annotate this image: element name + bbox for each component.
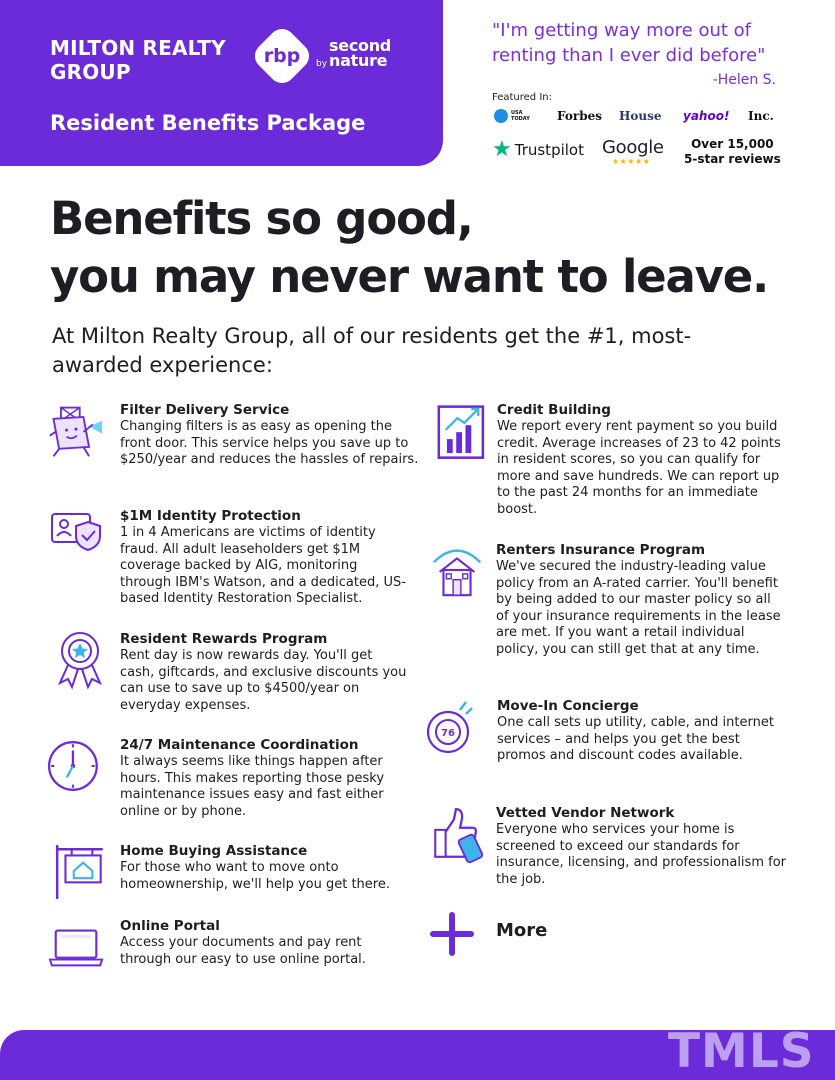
package-title: Resident Benefits Package — [50, 111, 366, 135]
google-label: Google — [602, 137, 664, 158]
clock-icon — [46, 737, 104, 795]
brand-name — [50, 36, 226, 84]
benefit-description: One call sets up utility, cable, and internet services – and helps you get the best promos and discount codes available. — [497, 715, 774, 763]
benefit-description: Everyone who services your home is screened to exceed our standards for insurance, licensing, and professionalism for the job. — [496, 822, 786, 887]
benefit-title: Credit Building — [497, 402, 611, 418]
tmls-watermark: TMLS — [668, 1024, 815, 1079]
testimonial-author: -Helen S. — [712, 72, 776, 88]
house-logo: House — [619, 109, 662, 123]
benefit-description: 1 in 4 Americans are victims of identity fraud. All adult leaseholders get $1M coverage backed by AIG, monitoring through IBM's Watson, and a dedicated, US-based Identity Restoration Specialist. — [120, 525, 406, 606]
google-logo — [602, 137, 664, 158]
house-sign-icon — [52, 843, 110, 901]
headline — [50, 190, 810, 306]
award-ribbon-icon — [52, 631, 110, 689]
thumbs-up-icon — [428, 805, 486, 863]
second-nature-label: second nature — [329, 36, 391, 70]
usa-today-logo — [494, 109, 533, 123]
reviews-count — [684, 137, 781, 167]
benefit-title: Online Portal — [120, 918, 220, 934]
benefit-title: Vetted Vendor Network — [496, 805, 675, 821]
benefit-title: $1M Identity Protection — [120, 508, 301, 524]
benefit-description: It always seems like things happen after hours. This makes reporting those pesky maintenance issues easy and fast either online or by phone. — [120, 754, 385, 819]
reviews-line-2: 5-star reviews — [684, 152, 781, 166]
featured-in-label: Featured In: — [492, 92, 552, 103]
benefit-title: Home Buying Assistance — [120, 843, 308, 859]
second-nature-logo — [316, 38, 407, 72]
google-rating-stars: ★★★★★ — [612, 157, 651, 166]
inc-logo: Inc. — [748, 109, 774, 123]
by-label: by — [316, 59, 328, 69]
insured-house-icon — [428, 542, 486, 600]
brand-line-1: MILTON REALTY — [50, 36, 226, 60]
forbes-logo: Forbes — [557, 109, 602, 123]
intro-text: At Milton Realty Group, all of our residents get the #1, most-awarded experience: — [52, 324, 692, 377]
trustpilot-label: Trustpilot — [514, 141, 584, 159]
benefit-title: Renters Insurance Program — [496, 542, 706, 558]
rbp-logo-text: rbp — [263, 45, 301, 67]
benefit-description: We've secured the industry-leading value policy from an A-rated carrier. You'll benefit by being added to our master policy so all of your insurance requirements in the lease are met. If you want a retail individual policy, you can still get that at any time. — [496, 559, 781, 657]
plus-icon[interactable] — [431, 913, 473, 955]
trustpilot-star-icon: ★ — [492, 137, 512, 162]
more-link[interactable]: More — [496, 920, 548, 941]
benefit-description: Access your documents and pay rent through our easy to use online portal. — [120, 935, 366, 967]
headline-line-1: Benefits so good, — [50, 192, 473, 245]
laptop-icon — [48, 918, 106, 976]
bar-chart-icon — [433, 402, 491, 460]
usa-today-text: USA TODAY — [511, 110, 530, 122]
id-shield-icon — [46, 508, 104, 566]
headline-line-2: you may never want to leave. — [50, 250, 768, 303]
usa-today-dot-icon — [494, 109, 508, 123]
benefit-description: Changing filters is as easy as opening the front door. This service helps you save up to $250/year and reduces the hassles of repairs. — [120, 419, 419, 467]
benefit-description: For those who want to move onto homeownership, we'll help you get there. — [120, 860, 390, 892]
benefit-description: Rent day is now rewards day. You'll get cash, giftcards, and exclusive discounts you can use to save up to $4500/year on everyday expenses. — [120, 648, 407, 713]
benefit-title: 24/7 Maintenance Coordination — [120, 737, 359, 753]
trustpilot-logo — [492, 137, 584, 162]
testimonial-quote: "I'm getting way more out of renting than I ever did before" — [492, 20, 766, 66]
benefit-title: Filter Delivery Service — [120, 402, 290, 418]
thermostat-icon — [424, 698, 482, 756]
benefit-title: Move-In Concierge — [497, 698, 639, 714]
benefit-title: Resident Rewards Program — [120, 631, 328, 647]
filter-box-icon — [46, 402, 104, 460]
brand-line-2: GROUP — [50, 60, 131, 84]
reviews-line-1: Over 15,000 — [691, 137, 774, 151]
yahoo-logo: yahoo! — [683, 109, 730, 123]
benefit-description: We report every rent payment so you build credit. Average increases of 23 to 42 points in resident scores, so you can qualify for more and save hundreds. We can report up to the past 24 months for an immediate boost. — [497, 419, 781, 517]
thermostat-value: 76 — [441, 728, 455, 739]
